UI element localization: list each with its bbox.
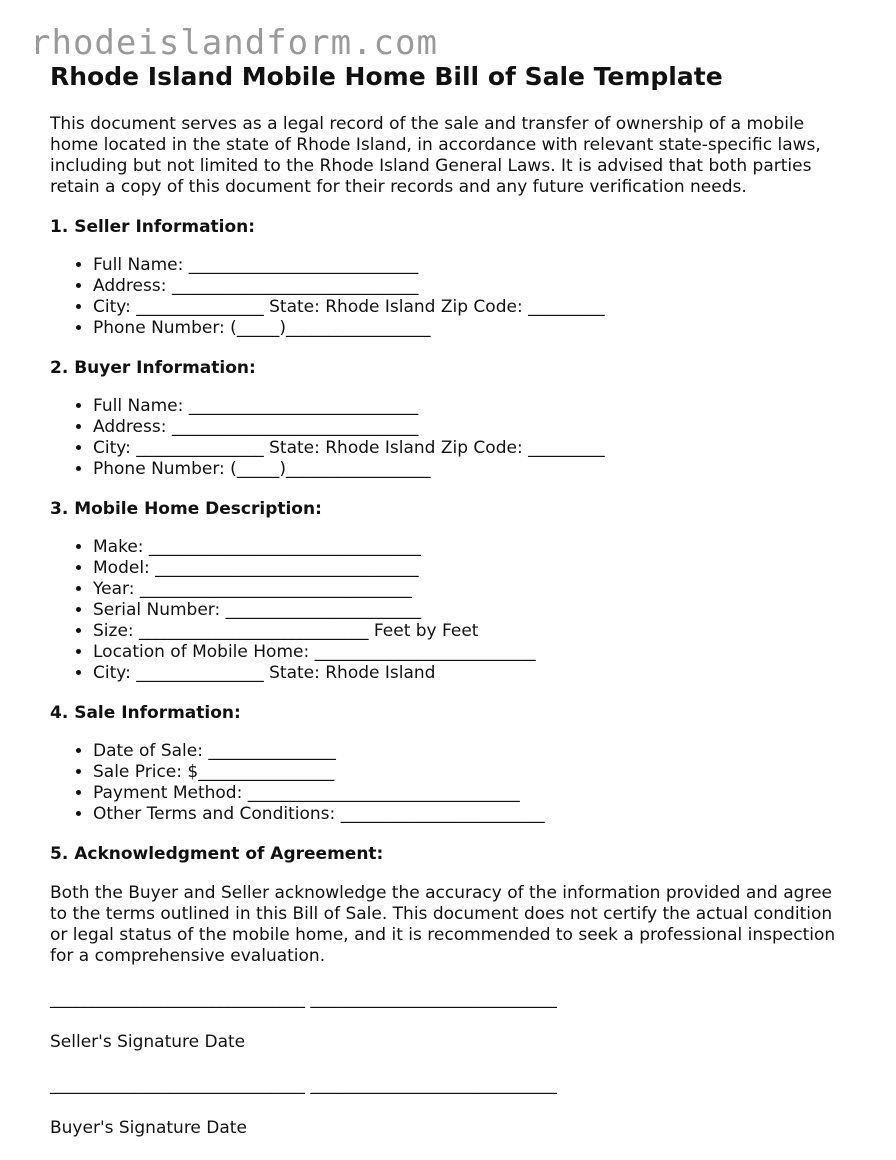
list-item: • Address: _____________________________ (93, 276, 850, 297)
list-item: • Serial Number: _______________________ (93, 600, 850, 621)
list-item: • Phone Number: (_____)_________________ (93, 318, 850, 339)
buyer-signature-label: Buyer's Signature Date (50, 1118, 247, 1138)
list-item: • Location of Mobile Home: __________________________ (93, 642, 850, 663)
sale-info-list (50, 741, 850, 825)
section-heading-mobile-home: 3. Mobile Home Description: (50, 499, 322, 519)
page-title: Rhode Island Mobile Home Bill of Sale Template (50, 62, 723, 91)
buyer-signature-line: ______________________________ _____________________________ (50, 1075, 557, 1095)
mobile-home-list (50, 537, 850, 684)
list-item: • City: _______________ State: Rhode Island Zip Code: _________ (93, 297, 850, 318)
section-heading-sale: 4. Sale Information: (50, 703, 241, 723)
section-heading-acknowledgment: 5. Acknowledgment of Agreement: (50, 844, 384, 864)
list-item: • Full Name: ___________________________ (93, 396, 850, 417)
section-heading-seller: 1. Seller Information: (50, 217, 256, 237)
list-item: • Payment Method: ________________________________ (93, 783, 850, 804)
acknowledgment-paragraph: Both the Buyer and Seller acknowledge the accuracy of the information provided and agree to the terms outlined in this Bill of Sale. This document does not certify the actual condition or legal status of the mobile home, and it is recommended to seek a professional inspection for a comprehensive evaluation. (50, 883, 836, 966)
list-item: • Other Terms and Conditions: ________________________ (93, 804, 850, 825)
section-heading-buyer: 2. Buyer Information: (50, 358, 256, 378)
list-item: • Size: ___________________________ Feet by Feet (93, 621, 850, 642)
watermark: rhodeislandform.com (30, 23, 438, 63)
list-item: • Model: _______________________________ (93, 558, 850, 579)
buyer-info-list (50, 396, 850, 480)
seller-info-list (50, 255, 850, 339)
list-item: • City: _______________ State: Rhode Island (93, 663, 850, 684)
list-item: • Date of Sale: _______________ (93, 741, 850, 762)
document (50, 60, 850, 1139)
list-item: • Phone Number: (_____)_________________ (93, 459, 850, 480)
list-item: • Full Name: ___________________________ (93, 255, 850, 276)
seller-signature-line: ______________________________ _____________________________ (50, 989, 557, 1009)
seller-signature-label: Seller's Signature Date (50, 1032, 246, 1052)
list-item: • Address: _____________________________ (93, 417, 850, 438)
list-item: • Year: ________________________________ (93, 579, 850, 600)
intro-paragraph: This document serves as a legal record of the sale and transfer of ownership of a mobile home located in the state of Rhode Island, in accordance with relevant state-specific laws, including but not limited to the Rhode Island General Laws. It is advised that both parties retain a copy of this document for their records and any future verification needs. (50, 114, 821, 197)
list-item: • City: _______________ State: Rhode Island Zip Code: _________ (93, 438, 850, 459)
list-item: • Sale Price: $________________ (93, 762, 850, 783)
list-item: • Make: ________________________________ (93, 537, 850, 558)
